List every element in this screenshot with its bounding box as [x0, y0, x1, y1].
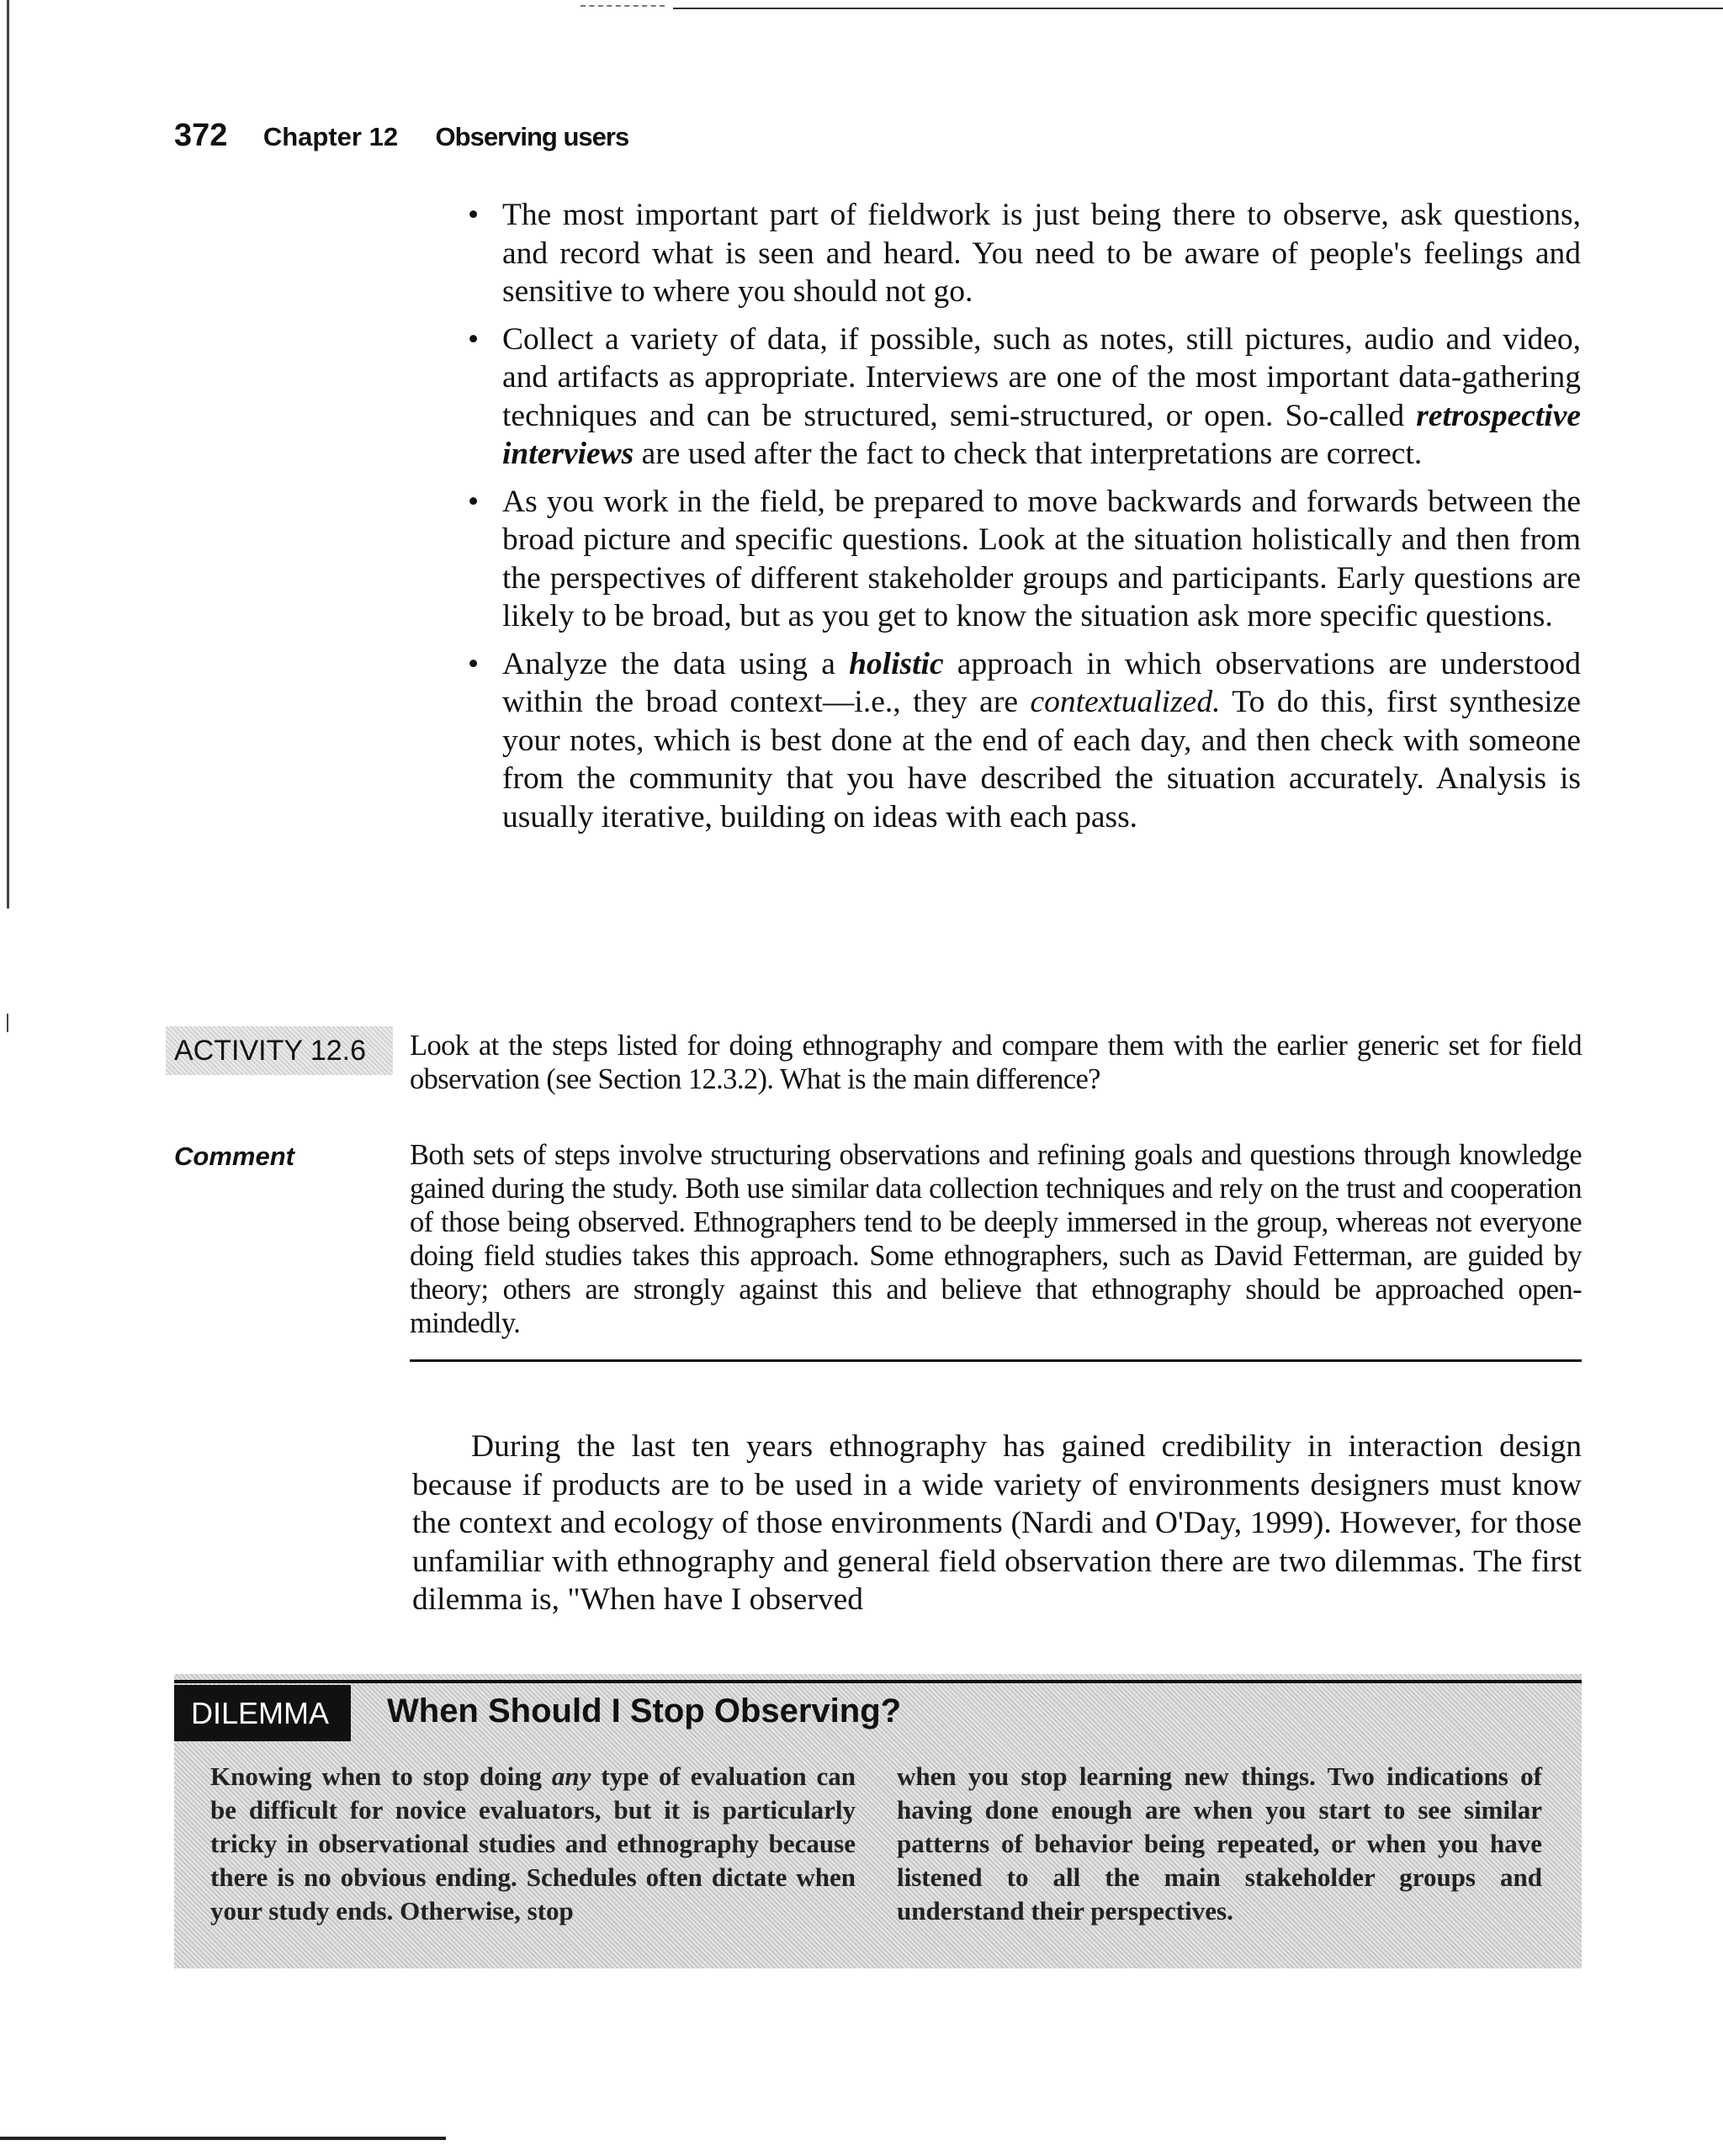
- bullet-text: To do this, first synthesize your notes, which is best done at the end of each day, and then check with someone from the community that you have described the situation accurately. Analysis is usually iterative, building on ideas with each pass.: [502, 685, 1582, 834]
- bullet-text: Collect a variety of data, if possible, such as notes, still pictures, audio and video, and artifacts as appropriate. Interviews are one of the most important data-gathering techniques and can be structured, semi-structured, or open. So-called: [502, 321, 1581, 433]
- top-rule: [673, 8, 1723, 9]
- activity-text: Look at the steps listed for doing ethnography and compare them with the earlier generic set for field observation (see Section 12.3.2). What is the main difference?: [410, 1030, 1582, 1095]
- running-head: [174, 118, 628, 154]
- bullet-list: [468, 196, 1582, 845]
- bullet-marker: •: [468, 484, 480, 519]
- body-paragraph: During the last ten years ethnography has gained credibility in interaction design because if products are to be used in a wide variety of environments designers must know the context and ecology of those environments (Nardi and O'Day, 1999). However, for those unfamiliar with ethnography and general field observation there are two dilemmas. The first dilemma is, "When have I observed: [412, 1429, 1582, 1617]
- left-margin-rule: [7, 0, 9, 908]
- bullet-item: [468, 483, 1581, 636]
- chapter-label: Chapter 12: [262, 122, 399, 151]
- section-title: Observing users: [435, 122, 629, 151]
- bottom-rule: [0, 2137, 446, 2140]
- bullet-text: The most important part of fieldwork is just being there to observe, ask questions, and record what is seen and heard. You need to be aware of people's feelings and sensitive to where you should not go.: [502, 198, 1581, 309]
- left-margin-tick: [7, 1014, 8, 1032]
- bullet-item: [468, 645, 1582, 837]
- page-number: 372: [174, 118, 228, 153]
- dilemma-left-column: [210, 1760, 856, 1928]
- comment-divider: [410, 1359, 1582, 1362]
- dilemma-tag: DILEMMA: [174, 1685, 351, 1741]
- activity-label: ACTIVITY 12.6: [166, 1026, 393, 1075]
- dilemma-title: When Should I Stop Observing?: [387, 1692, 902, 1730]
- dilemma-text: Knowing when to stop doing: [210, 1761, 552, 1791]
- bullet-text: As you work in the field, be prepared to move backwards and forwards between the broad picture and specific questions. Look at the situation holistically and then from the perspectives of different stakeholder groups and participants. Early questions are likely to be broad, but as you get to know the situation ask more specific questions.: [502, 484, 1581, 633]
- bullet-marker: •: [468, 321, 480, 357]
- top-dashed-rule: [581, 5, 665, 7]
- bullet-text: Analyze the data using a: [502, 646, 850, 681]
- emphasized-term: contextualized.: [1030, 685, 1221, 719]
- dilemma-right-column: when you stop learning new things. Two indications of having done enough are when you start to see similar patterns of behavior being repeated, or when you have listened to all the main stakeholder groups and understand their perspectives.: [897, 1761, 1542, 1926]
- bullet-text: are used after the fact to check that interpretations are correct.: [634, 437, 1423, 471]
- dilemma-text: type of evaluation can be difficult for novice evaluators, but it is particularly tricky in observational studies and ethnography because there is no obvious ending. Schedules often dictate when your study ends. Otherwise, stop: [210, 1761, 856, 1926]
- bullet-text: approach in which observations are understood within the broad context—i.e., they are: [502, 646, 1581, 719]
- emphasized-term: any: [551, 1761, 591, 1791]
- bullet-item: [468, 320, 1581, 474]
- comment-label: Comment: [174, 1142, 294, 1171]
- bullet-marker: •: [468, 646, 480, 681]
- dilemma-top-rule: [174, 1680, 1582, 1683]
- comment-text: Both sets of steps involve structuring observations and refining goals and questions through knowledge gained during the study. Both use similar data collection techniques and rely on the trust and cooperation of those being observed. Ethnographers tend to be deeply immersed in the group, whereas not everyone doing field studies takes this approach. Some ethnographers, such as David Fetterman, are guided by theory; others are strongly against this and believe that ethnography should be approached open-mindedly.: [410, 1139, 1582, 1339]
- emphasized-term: retrospective interviews: [502, 398, 1581, 471]
- bullet-marker: •: [468, 198, 480, 232]
- bullet-item: [468, 196, 1581, 311]
- emphasized-term: holistic: [849, 646, 944, 681]
